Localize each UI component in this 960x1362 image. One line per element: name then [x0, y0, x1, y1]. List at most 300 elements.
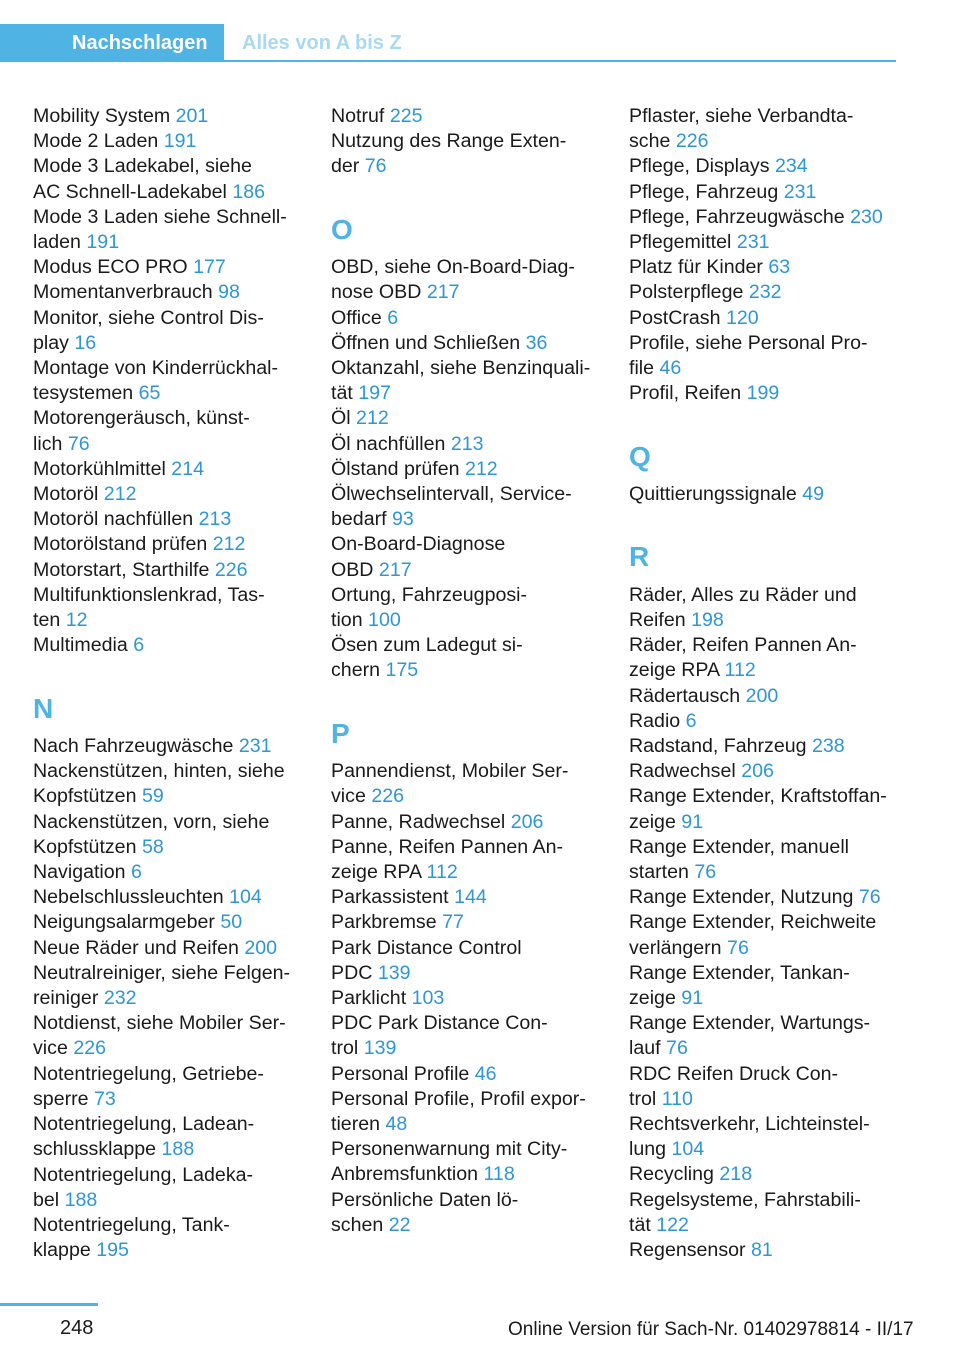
- page-reference-link[interactable]: 226: [371, 785, 405, 808]
- page-reference-link[interactable]: 139: [363, 1037, 397, 1060]
- index-term: schlussklappe: [33, 1138, 157, 1161]
- page-reference-link[interactable]: 232: [103, 987, 137, 1010]
- index-term: Notentriegelung, Getriebe-: [33, 1062, 264, 1085]
- index-term: Ölwechselintervall, Service-: [331, 483, 572, 506]
- index-entry-line: [629, 331, 919, 356]
- index-entry-line: [629, 734, 919, 759]
- page-reference-link[interactable]: 110: [661, 1087, 693, 1110]
- subsection-label: Alles von A bis Z: [242, 32, 402, 54]
- index-term: Mobility System: [33, 105, 171, 127]
- index-term: sperre: [33, 1087, 89, 1110]
- page-reference-link[interactable]: 188: [161, 1138, 195, 1161]
- index-entry-line: [33, 583, 323, 608]
- index-entry-line: [331, 432, 621, 457]
- page-reference-link[interactable]: 63: [768, 256, 791, 279]
- index-term: Anbremsfunktion: [331, 1163, 479, 1186]
- index-term: file: [629, 357, 655, 380]
- index-entry-line: [33, 406, 323, 431]
- index-entry-continuation: [33, 331, 323, 356]
- page-reference-link[interactable]: 198: [691, 609, 724, 631]
- index-term: Ösen zum Ladegut si-: [331, 634, 523, 657]
- index-entry-line: [33, 1062, 323, 1087]
- page-reference-link[interactable]: 77: [442, 911, 464, 934]
- index-entry: [331, 104, 621, 129]
- index-entry-line: [33, 936, 323, 961]
- index-term: Range Extender, manuell: [629, 835, 850, 858]
- page-reference-link[interactable]: 16: [74, 331, 97, 354]
- index-entry: [629, 910, 919, 960]
- page-reference-link[interactable]: 59: [141, 785, 164, 808]
- index-entry: [629, 961, 919, 1011]
- index-entry: [33, 255, 323, 280]
- index-entry: [331, 1087, 621, 1137]
- index-entry-line: [33, 280, 323, 305]
- index-entry-line: [629, 381, 919, 406]
- index-entry: [629, 306, 919, 331]
- page-reference-link[interactable]: 213: [198, 508, 232, 531]
- index-entry: [331, 255, 621, 305]
- index-entry-continuation: [629, 936, 919, 961]
- index-term: tät: [629, 1213, 651, 1236]
- index-entry: [629, 1238, 919, 1263]
- index-entry: [33, 356, 323, 406]
- index-entry: [629, 154, 919, 179]
- page-reference-link[interactable]: 238: [812, 735, 845, 758]
- page-reference-link[interactable]: 199: [746, 382, 780, 405]
- index-entry: [33, 633, 323, 658]
- index-term: Motorölstand prüfen: [33, 533, 208, 556]
- index-entry-line: [331, 759, 621, 784]
- index-entry-line: [629, 961, 919, 986]
- index-term: Radstand, Fahrzeug: [629, 735, 807, 758]
- index-term: reiniger: [33, 987, 99, 1010]
- index-term: Neutralreiniger, siehe Felgen-: [33, 961, 291, 984]
- index-entry-line: [33, 961, 323, 986]
- index-entry-line: [33, 306, 323, 331]
- page-reference-link[interactable]: 98: [218, 281, 240, 304]
- page-reference-link[interactable]: 195: [96, 1239, 129, 1262]
- index-entry-continuation: [331, 1112, 621, 1137]
- index-term: Parkbremse: [331, 911, 437, 934]
- index-entry-continuation: [331, 608, 621, 633]
- index-entry-continuation: [331, 860, 621, 885]
- index-entry: [33, 734, 323, 759]
- index-entry-line: [331, 306, 621, 331]
- page-reference-link[interactable]: 217: [426, 281, 460, 304]
- page-header: [0, 24, 896, 62]
- index-entry: [33, 558, 323, 583]
- index-entry: [33, 532, 323, 557]
- index-term: trol: [331, 1037, 359, 1060]
- page-reference-link[interactable]: 232: [748, 281, 782, 304]
- index-entry-line: [629, 1238, 919, 1263]
- index-entry-line: [331, 356, 621, 381]
- index-term: klappe: [33, 1239, 91, 1262]
- index-entry: [629, 784, 919, 834]
- index-term: Notdienst, siehe Mobiler Ser-: [33, 1012, 286, 1035]
- index-entry-line: [629, 835, 919, 860]
- page-reference-link[interactable]: 120: [725, 306, 759, 329]
- index-entry-line: [629, 583, 919, 608]
- index-term: sche: [629, 130, 671, 153]
- index-entry-line: [629, 1011, 919, 1036]
- index-entry-line: [629, 180, 919, 205]
- index-term: Radio: [629, 709, 681, 732]
- index-entry: [33, 129, 323, 154]
- index-letter-heading: Q: [629, 440, 651, 472]
- index-entry-line: [331, 936, 621, 961]
- page-reference-link[interactable]: 46: [474, 1062, 497, 1085]
- page-reference-link[interactable]: 201: [175, 105, 209, 127]
- index-entry-continuation: [629, 1087, 919, 1112]
- index-term: Nackenstützen, hinten, siehe: [33, 760, 285, 783]
- index-term: Pflaster, siehe Verbandta-: [629, 105, 854, 127]
- page-reference-link[interactable]: 206: [741, 760, 774, 783]
- index-entry-continuation: [33, 1137, 323, 1162]
- index-entry-continuation: [629, 986, 919, 1011]
- index-entry-line: [33, 205, 323, 230]
- index-term: Regensensor: [629, 1239, 746, 1262]
- index-term: play: [33, 331, 69, 354]
- index-entry: [629, 331, 919, 381]
- index-entry-line: [331, 1137, 621, 1162]
- page-reference-link[interactable]: 46: [659, 357, 682, 380]
- index-term: Ölstand prüfen: [331, 457, 460, 480]
- page-reference-link[interactable]: 76: [858, 886, 881, 909]
- index-entry-line: [629, 684, 919, 709]
- index-entry-line: [33, 457, 323, 482]
- index-entry: [331, 633, 621, 683]
- index-entry-line: [331, 331, 621, 356]
- page-reference-link[interactable]: 22: [388, 1213, 411, 1236]
- index-term: starten: [629, 861, 689, 884]
- index-entry-line: [331, 910, 621, 935]
- index-entry: [33, 759, 323, 809]
- index-entry-continuation: [33, 784, 323, 809]
- index-entry-continuation: [33, 381, 323, 406]
- page-reference-link[interactable]: 214: [171, 457, 204, 480]
- index-entry-continuation: [33, 1238, 323, 1263]
- page-reference-link[interactable]: 234: [774, 155, 808, 178]
- footer-divider: [0, 1303, 98, 1306]
- page-reference-link[interactable]: 191: [86, 231, 120, 254]
- index-entry: [33, 482, 323, 507]
- index-term: Notruf: [331, 105, 385, 127]
- index-entry: [33, 280, 323, 305]
- index-entry: [331, 1011, 621, 1061]
- index-entry: [331, 457, 621, 482]
- page-reference-link[interactable]: 213: [450, 432, 484, 455]
- index-entry: [331, 482, 621, 532]
- page-reference-link[interactable]: 186: [232, 180, 266, 203]
- index-entry: [629, 1011, 919, 1061]
- index-entry: [33, 860, 323, 885]
- page-reference-link[interactable]: 48: [385, 1113, 408, 1136]
- index-term: Motorstart, Starthilfe: [33, 558, 210, 581]
- index-entry: [629, 255, 919, 280]
- page-reference-link[interactable]: 218: [719, 1163, 753, 1186]
- index-term: RDC Reifen Druck Con-: [629, 1062, 839, 1085]
- page-reference-link[interactable]: 73: [94, 1087, 116, 1110]
- page-reference-link[interactable]: 226: [675, 130, 709, 153]
- index-entry-continuation: [33, 1036, 323, 1061]
- index-entry-line: [331, 1188, 621, 1213]
- page-reference-link[interactable]: 76: [727, 936, 749, 959]
- index-entry-line: [33, 1011, 323, 1036]
- index-term: Motoröl nachfüllen: [33, 508, 194, 531]
- index-entry: [33, 936, 323, 961]
- index-entry-line: [33, 1213, 323, 1238]
- index-entry-continuation: [629, 1137, 919, 1162]
- page-reference-link[interactable]: 6: [387, 306, 399, 329]
- index-term: Personal Profile: [331, 1062, 470, 1085]
- index-entry: [33, 1112, 323, 1162]
- index-term: Notentriegelung, Ladean-: [33, 1113, 255, 1136]
- index-entry-line: [629, 104, 919, 129]
- index-term: zeige RPA: [331, 861, 422, 884]
- page-reference-link[interactable]: 6: [131, 861, 142, 884]
- index-letter-heading: N: [33, 692, 54, 724]
- index-term: Panne, Reifen Pannen An-: [331, 835, 564, 858]
- index-term: Ortung, Fahrzeugposi-: [331, 583, 528, 606]
- index-term: lung: [629, 1138, 667, 1161]
- page-reference-link[interactable]: 112: [724, 659, 756, 682]
- index-entry-line: [33, 154, 323, 179]
- page-reference-link[interactable]: 122: [656, 1213, 689, 1236]
- index-entry: [629, 482, 919, 507]
- section-label: Nachschlagen: [72, 32, 208, 54]
- letter-spacer: [629, 406, 919, 431]
- index-entry: [629, 180, 919, 205]
- index-term: zeige: [629, 987, 676, 1010]
- index-entry-line: [33, 532, 323, 557]
- index-term: Modus ECO PRO: [33, 256, 188, 279]
- index-term: Range Extender, Kraftstoffan-: [629, 785, 887, 808]
- index-entry-line: [33, 356, 323, 381]
- index-entry-line: [331, 1062, 621, 1087]
- page-reference-link[interactable]: 103: [411, 987, 445, 1010]
- page-reference-link[interactable]: 12: [65, 609, 88, 632]
- index-term: Parklicht: [331, 987, 407, 1010]
- page-reference-link[interactable]: 100: [368, 609, 401, 632]
- index-term: OBD, siehe On-Board-Diag-: [331, 256, 575, 279]
- page-reference-link[interactable]: 226: [73, 1037, 107, 1060]
- index-entry: [33, 961, 323, 1011]
- index-term: schen: [331, 1213, 384, 1236]
- index-entry-line: [33, 1163, 323, 1188]
- index-entry-line: [331, 104, 621, 129]
- page-reference-link[interactable]: 139: [377, 961, 411, 984]
- page-reference-link[interactable]: 231: [783, 180, 817, 203]
- index-entry-line: [33, 910, 323, 935]
- index-entry: [629, 1112, 919, 1162]
- page-reference-link[interactable]: 177: [193, 256, 226, 279]
- page-reference-link[interactable]: 76: [67, 432, 90, 455]
- index-entry-line: [33, 129, 323, 154]
- index-entry: [33, 1011, 323, 1061]
- index-entry: [331, 986, 621, 1011]
- index-entry-line: [629, 1162, 919, 1187]
- index-entry-continuation: [331, 784, 621, 809]
- page-reference-link[interactable]: 76: [694, 861, 717, 884]
- index-entry-continuation: [33, 835, 323, 860]
- page-reference-link[interactable]: 144: [454, 886, 487, 909]
- index-term: Nebelschlussleuchten: [33, 886, 224, 909]
- index-term: Pannendienst, Mobiler Ser-: [331, 760, 569, 783]
- index-entry-line: [33, 759, 323, 784]
- index-entry-line: [629, 910, 919, 935]
- index-term: zeige RPA: [629, 659, 720, 682]
- page-reference-link[interactable]: 230: [850, 205, 883, 228]
- page-reference-link[interactable]: 231: [238, 735, 272, 758]
- index-entry-continuation: [331, 658, 621, 683]
- page-reference-link[interactable]: 231: [736, 231, 770, 254]
- index-entry-line: [331, 986, 621, 1011]
- page-reference-link[interactable]: 217: [378, 558, 412, 581]
- page-reference-link[interactable]: 50: [220, 911, 243, 934]
- index-term: vice: [331, 785, 366, 808]
- page-reference-link[interactable]: 58: [141, 835, 164, 858]
- index-term: Monitor, siehe Control Dis-: [33, 306, 264, 329]
- page-reference-link[interactable]: 212: [356, 407, 389, 430]
- index-column-2: [331, 104, 621, 1238]
- page-reference-link[interactable]: 188: [64, 1188, 98, 1211]
- page-reference-link[interactable]: 200: [244, 936, 278, 959]
- index-term: Office: [331, 306, 382, 329]
- index-entry: [629, 759, 919, 784]
- index-entry-continuation: [33, 180, 323, 205]
- page-reference-link[interactable]: 76: [364, 155, 387, 178]
- index-entry: [331, 356, 621, 406]
- index-term: Range Extender, Reichweite: [629, 911, 877, 934]
- index-entry-continuation: [331, 558, 621, 583]
- index-entry: [331, 759, 621, 809]
- index-entry-continuation: [629, 860, 919, 885]
- page-reference-link[interactable]: 6: [133, 634, 145, 657]
- page-reference-link[interactable]: 6: [685, 709, 697, 732]
- index-entry-line: [629, 709, 919, 734]
- header-divider: [224, 60, 896, 62]
- index-entry: [331, 331, 621, 356]
- index-term: PDC Park Distance Con-: [331, 1012, 548, 1035]
- index-term: ten: [33, 609, 61, 632]
- index-letter-heading: O: [331, 213, 353, 245]
- page-reference-link[interactable]: 197: [358, 382, 391, 405]
- page-reference-link[interactable]: 65: [138, 382, 161, 405]
- letter-spacer: [629, 507, 919, 532]
- index-letter-heading: R: [629, 541, 650, 573]
- page-reference-link[interactable]: 49: [802, 483, 824, 506]
- index-entry: [33, 507, 323, 532]
- index-term: Pflegemittel: [629, 231, 732, 254]
- page-reference-link[interactable]: 76: [666, 1037, 688, 1060]
- index-entry: [33, 583, 323, 633]
- index-entry-continuation: [33, 432, 323, 457]
- index-entry-line: [33, 633, 323, 658]
- index-entry-line: [331, 835, 621, 860]
- index-term: bedarf: [331, 508, 387, 531]
- index-term: Oktanzahl, siehe Benzinquali-: [331, 357, 591, 379]
- page-reference-link[interactable]: 104: [229, 886, 262, 909]
- index-entry-line: [629, 885, 919, 910]
- index-entry-continuation: [629, 810, 919, 835]
- page-reference-link[interactable]: 212: [212, 533, 246, 556]
- index-term: Kopfstützen: [33, 785, 137, 808]
- index-term: Öl: [331, 407, 351, 430]
- index-entry: [629, 1162, 919, 1187]
- index-term: Persönliche Daten lö-: [331, 1188, 519, 1211]
- index-entry: [629, 205, 919, 230]
- index-term: Mode 2 Laden: [33, 130, 159, 153]
- page-reference-link[interactable]: 118: [483, 1163, 515, 1186]
- index-term: Öl nachfüllen: [331, 432, 446, 455]
- index-term: Platz für Kinder: [629, 256, 763, 279]
- index-term: Motorkühlmittel: [33, 457, 166, 480]
- page-reference-link[interactable]: 91: [681, 987, 704, 1010]
- index-term: Nach Fahrzeugwäsche: [33, 735, 234, 758]
- index-term: zeige: [629, 810, 676, 833]
- page-reference-link[interactable]: 112: [426, 861, 458, 884]
- index-term: Nutzung des Range Exten-: [331, 130, 567, 153]
- index-term: nose OBD: [331, 281, 422, 304]
- index-term: Mode 3 Ladekabel, siehe: [33, 155, 252, 178]
- index-term: Nackenstützen, vorn, siehe: [33, 810, 270, 833]
- index-entry-continuation: [33, 1087, 323, 1112]
- index-entry-line: [629, 759, 919, 784]
- index-entry: [33, 910, 323, 935]
- index-entry: [331, 406, 621, 431]
- page-reference-link[interactable]: 81: [751, 1239, 773, 1262]
- page-reference-link[interactable]: 191: [163, 130, 197, 153]
- subsection-tab[interactable]: [224, 24, 896, 62]
- index-term: Range Extender, Wartungs-: [629, 1012, 871, 1035]
- index-entry: [331, 910, 621, 935]
- index-entry: [331, 810, 621, 835]
- index-entry: [629, 280, 919, 305]
- index-entry-continuation: [331, 1036, 621, 1061]
- index-entry: [629, 583, 919, 633]
- page-reference-link[interactable]: 175: [385, 659, 419, 682]
- index-term: Reifen: [629, 609, 686, 631]
- page-reference-link[interactable]: 226: [214, 558, 248, 581]
- index-entry-line: [629, 154, 919, 179]
- index-term: Multimedia: [33, 634, 128, 657]
- index-term: vice: [33, 1037, 68, 1060]
- page-reference-link[interactable]: 212: [464, 457, 498, 480]
- page-reference-link[interactable]: 225: [389, 105, 423, 127]
- page-reference-link[interactable]: 36: [525, 331, 548, 354]
- index-entry-line: [33, 734, 323, 759]
- index-entry: [33, 1213, 323, 1263]
- index-entry-continuation: [331, 1213, 621, 1238]
- index-entry-line: [33, 507, 323, 532]
- page-reference-link[interactable]: 206: [510, 810, 544, 833]
- index-entry-line: [331, 129, 621, 154]
- index-entry-line: [629, 784, 919, 809]
- index-entry: [33, 885, 323, 910]
- index-entry: [33, 1163, 323, 1213]
- page-reference-link[interactable]: 104: [671, 1138, 705, 1161]
- page-reference-link[interactable]: 212: [103, 483, 137, 506]
- section-tab[interactable]: [0, 24, 224, 62]
- index-entry: [629, 835, 919, 885]
- page-reference-link[interactable]: 91: [681, 810, 704, 833]
- index-entry-continuation: [629, 608, 919, 633]
- index-term: Quittierungssignale: [629, 483, 797, 506]
- page-reference-link[interactable]: 200: [745, 684, 779, 707]
- page-reference-link[interactable]: 93: [392, 508, 414, 531]
- index-entry-line: [629, 1112, 919, 1137]
